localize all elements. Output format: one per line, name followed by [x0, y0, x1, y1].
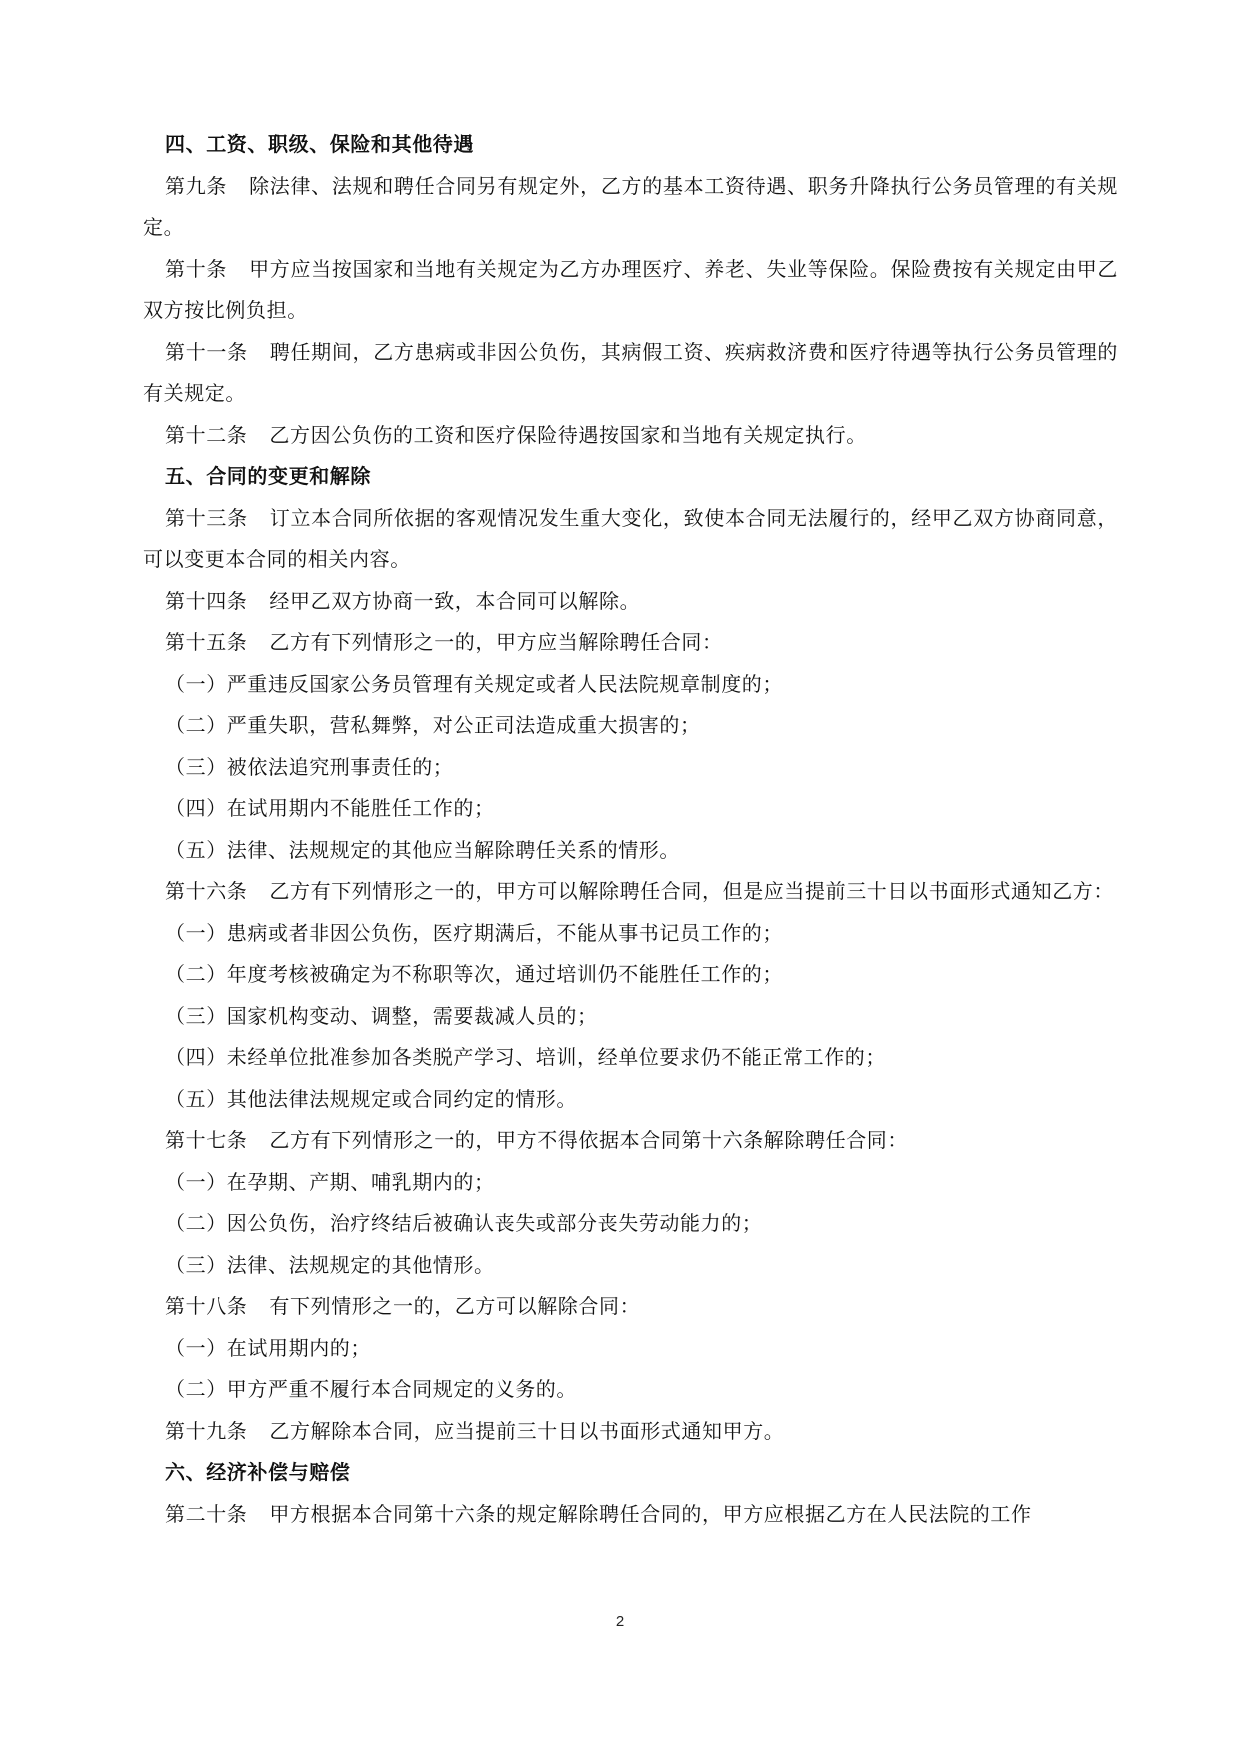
list-item: （一）患病或者非因公负伤，医疗期满后，不能从事书记员工作的；	[165, 920, 783, 945]
article-text: 乙方有下列情形之一的，甲方应当解除聘任合同：	[269, 630, 723, 654]
article-paragraph	[143, 332, 1118, 415]
article-number: 第十九条	[165, 1418, 248, 1443]
article-paragraph	[143, 1286, 1118, 1328]
list-item: （三）被依法追究刑事责任的；	[165, 754, 454, 779]
list-item: （五）法律、法规规定的其他应当解除聘任关系的情形。	[165, 837, 680, 862]
article-number: 第十二条	[165, 422, 248, 447]
article-text: 甲方根据本合同第十六条的规定解除聘任合同的，甲方应根据乙方在人民法院的工作	[269, 1501, 1032, 1526]
list-item: （一）在孕期、产期、哺乳期内的；	[165, 1169, 495, 1194]
article-number: 第十六条	[165, 879, 248, 903]
article-number: 第十条	[165, 256, 228, 281]
article-text: 甲方应当按国家和当地有关规定为乙方办理医疗、养老、失业等保险。保险费按有关规定由甲乙双方按比例负担。	[143, 256, 1118, 322]
article-number: 第十七条	[165, 1128, 248, 1152]
article-paragraph	[143, 581, 1118, 623]
page-number: 2	[615, 1613, 625, 1630]
list-item: （五）其他法律法规规定或合同约定的情形。	[165, 1086, 577, 1111]
article-paragraph	[143, 1120, 1118, 1162]
section-heading: 四、工资、职级、保险和其他待遇	[165, 132, 474, 156]
article-text: 订立本合同所依据的客观情况发生重大变化，致使本合同无法履行的，经甲乙双方协商同意，可以变更本合同的相关内容。	[143, 505, 1118, 571]
article-paragraph	[143, 415, 1118, 457]
article-paragraph	[143, 498, 1118, 581]
list-item: （三）法律、法规规定的其他情形。	[165, 1252, 495, 1277]
article-paragraph	[143, 871, 1118, 913]
section-heading: 六、经济补偿与赔偿	[165, 1460, 351, 1484]
article-paragraph	[143, 249, 1118, 332]
document-body	[143, 124, 1118, 1535]
list-item: （三）国家机构变动、调整，需要裁减人员的；	[165, 1003, 598, 1028]
section-heading: 五、合同的变更和解除	[165, 464, 371, 488]
article-text: 乙方因公负伤的工资和医疗保险待遇按国家和当地有关规定执行。	[269, 422, 867, 447]
article-text: 乙方有下列情形之一的，甲方不得依据本合同第十六条解除聘任合同：	[269, 1128, 909, 1152]
list-item: （四）在试用期内不能胜任工作的；	[165, 796, 495, 820]
article-text: 聘任期间，乙方患病或非因公负伤，其病假工资、疾病救济费和医疗待遇等执行公务员管理的有关规定。	[143, 339, 1118, 405]
list-item: （二）年度考核被确定为不称职等次，通过培训仍不能胜任工作的；	[165, 962, 783, 986]
list-item: （一）严重违反国家公务员管理有关规定或者人民法院规章制度的；	[165, 671, 783, 696]
article-number: 第十五条	[165, 630, 248, 654]
article-paragraph	[143, 1411, 1118, 1453]
list-item: （二）因公负伤，治疗终结后被确认丧失或部分丧失劳动能力的；	[165, 1211, 763, 1235]
article-text: 乙方有下列情形之一的，甲方可以解除聘任合同，但是应当提前三十日以书面形式通知乙方：	[269, 879, 1115, 903]
list-item: （二）严重失职，营私舞弊，对公正司法造成重大损害的；	[165, 713, 701, 737]
article-text: 经甲乙双方协商一致，本合同可以解除。	[269, 588, 641, 613]
article-number: 第十四条	[165, 588, 248, 613]
article-number: 第二十条	[165, 1501, 248, 1526]
article-number: 第十一条	[165, 339, 248, 364]
article-paragraph	[143, 1494, 1118, 1536]
article-number: 第十三条	[165, 505, 248, 530]
article-text: 除法律、法规和聘任合同另有规定外，乙方的基本工资待遇、职务升降执行公务员管理的有关规定。	[143, 173, 1118, 239]
article-text: 有下列情形之一的，乙方可以解除合同：	[269, 1294, 641, 1318]
article-number: 第十八条	[165, 1294, 248, 1318]
article-text: 乙方解除本合同，应当提前三十日以书面形式通知甲方。	[269, 1418, 785, 1443]
article-number: 第九条	[165, 173, 228, 198]
list-item: （二）甲方严重不履行本合同规定的义务的。	[165, 1377, 577, 1401]
article-paragraph	[143, 622, 1118, 664]
article-paragraph	[143, 166, 1118, 249]
list-item: （四）未经单位批准参加各类脱产学习、培训，经单位要求仍不能正常工作的；	[165, 1045, 886, 1069]
list-item: （一）在试用期内的；	[165, 1335, 371, 1360]
